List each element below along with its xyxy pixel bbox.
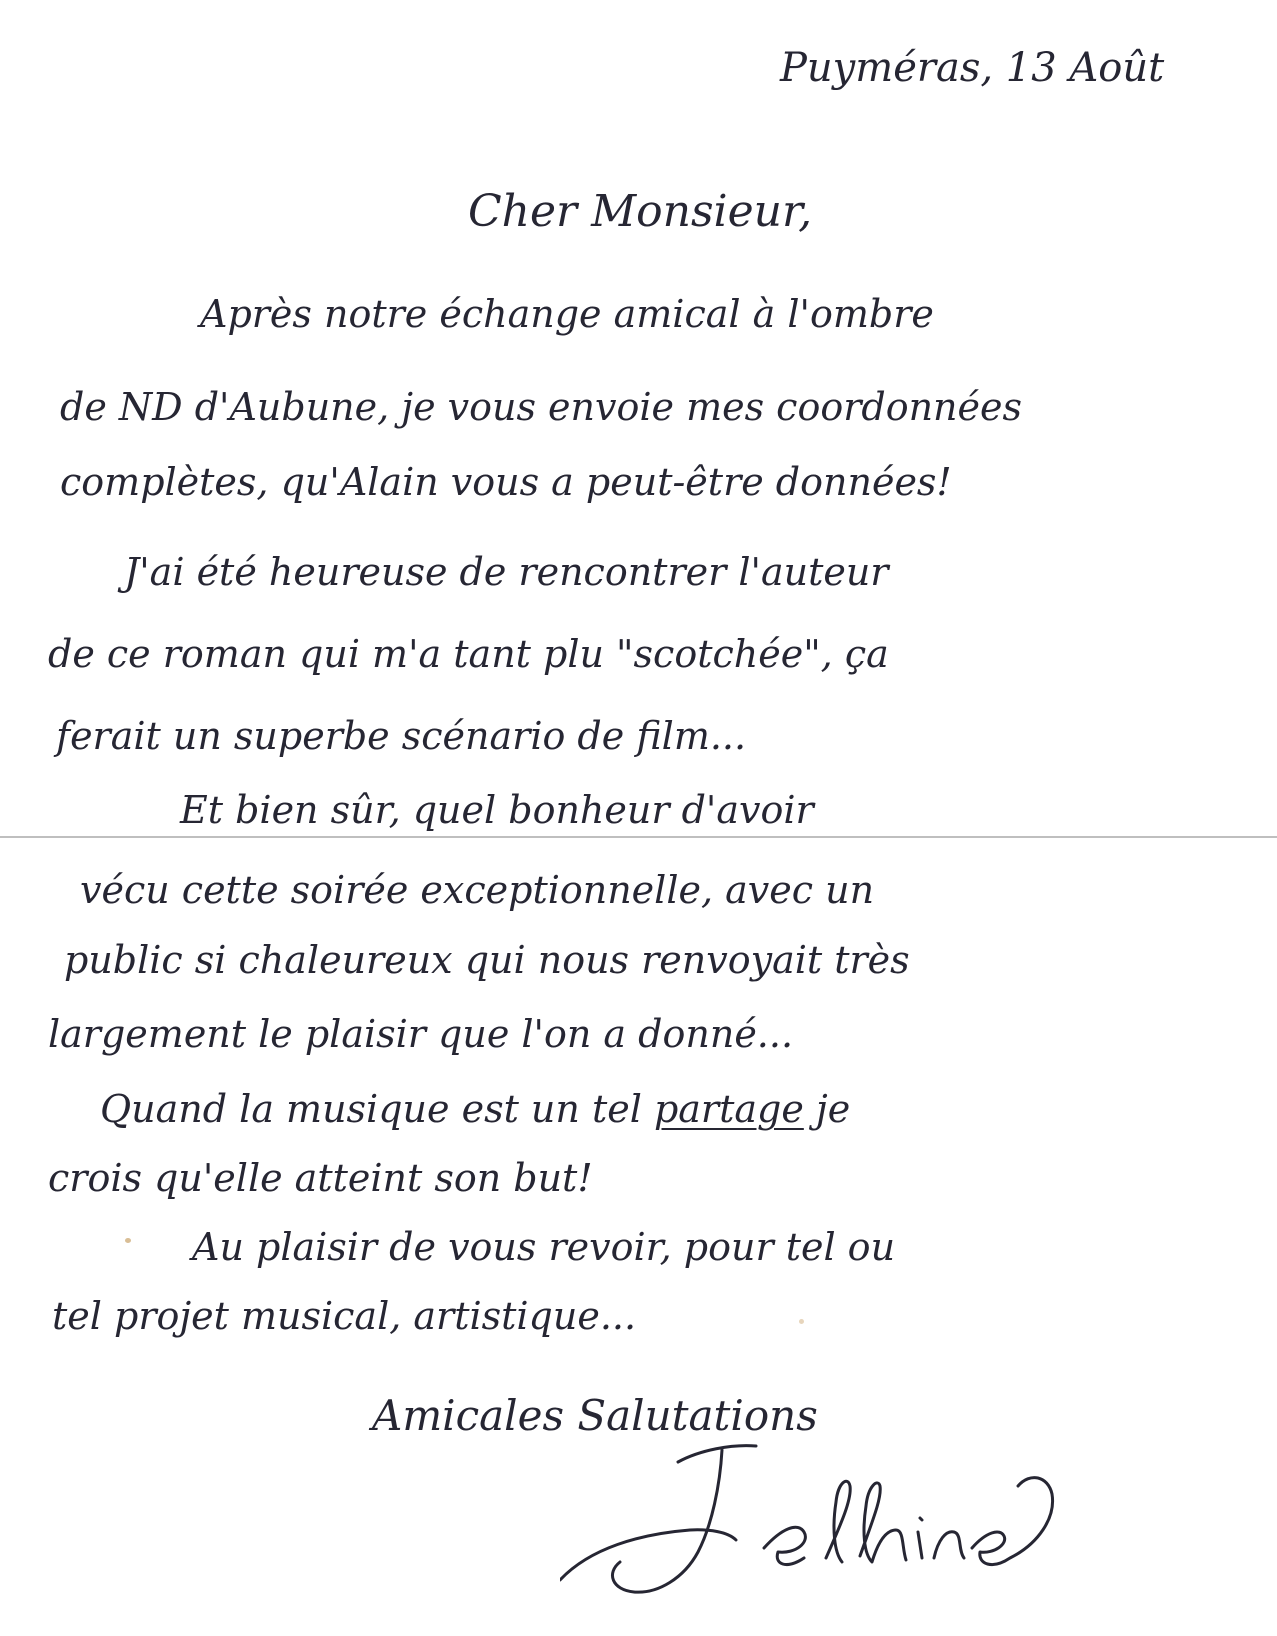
handwritten-signature xyxy=(560,1430,1080,1620)
letter-line-with-emphasis xyxy=(100,1085,850,1133)
letter-line: Et bien sûr, quel bonheur d'avoir xyxy=(180,788,814,832)
letter-line: ferait un superbe scénario de film... xyxy=(56,714,747,758)
letter-line: Au plaisir de vous revoir, pour tel ou xyxy=(192,1225,896,1269)
letter-line-start: Quand la musique est un tel xyxy=(100,1087,654,1131)
letter-line: de ce roman qui m'a tant plu "scotchée", ça xyxy=(48,632,889,676)
letter-line: complètes, qu'Alain vous a peut-être données! xyxy=(60,460,952,504)
letter-line: largement le plaisir que l'on a donné... xyxy=(48,1012,794,1056)
paper-spot xyxy=(799,1319,804,1324)
letter-line: vécu cette soirée exceptionnelle, avec un xyxy=(80,868,875,912)
letter-line-end: je xyxy=(803,1087,851,1131)
paper-spot xyxy=(125,1238,131,1243)
letter-line: public si chaleureux qui nous renvoyait très xyxy=(64,938,910,982)
letter-greeting: Cher Monsieur, xyxy=(468,186,813,237)
letter-date: Puyméras, 13 Août xyxy=(780,45,1165,91)
letter-line: de ND d'Aubune, je vous envoie mes coordonnées xyxy=(60,385,1023,429)
underlined-word: partage xyxy=(653,1087,804,1131)
letter-closing: Amicales Salutations xyxy=(372,1391,818,1440)
paper-fold-line xyxy=(0,836,1277,838)
letter-line: tel projet musical, artistique... xyxy=(52,1294,637,1338)
letter-line: Après notre échange amical à l'ombre xyxy=(200,292,934,336)
letter-line: J'ai été heureuse de rencontrer l'auteur xyxy=(124,550,889,594)
letter-line: crois qu'elle atteint son but! xyxy=(48,1156,593,1200)
